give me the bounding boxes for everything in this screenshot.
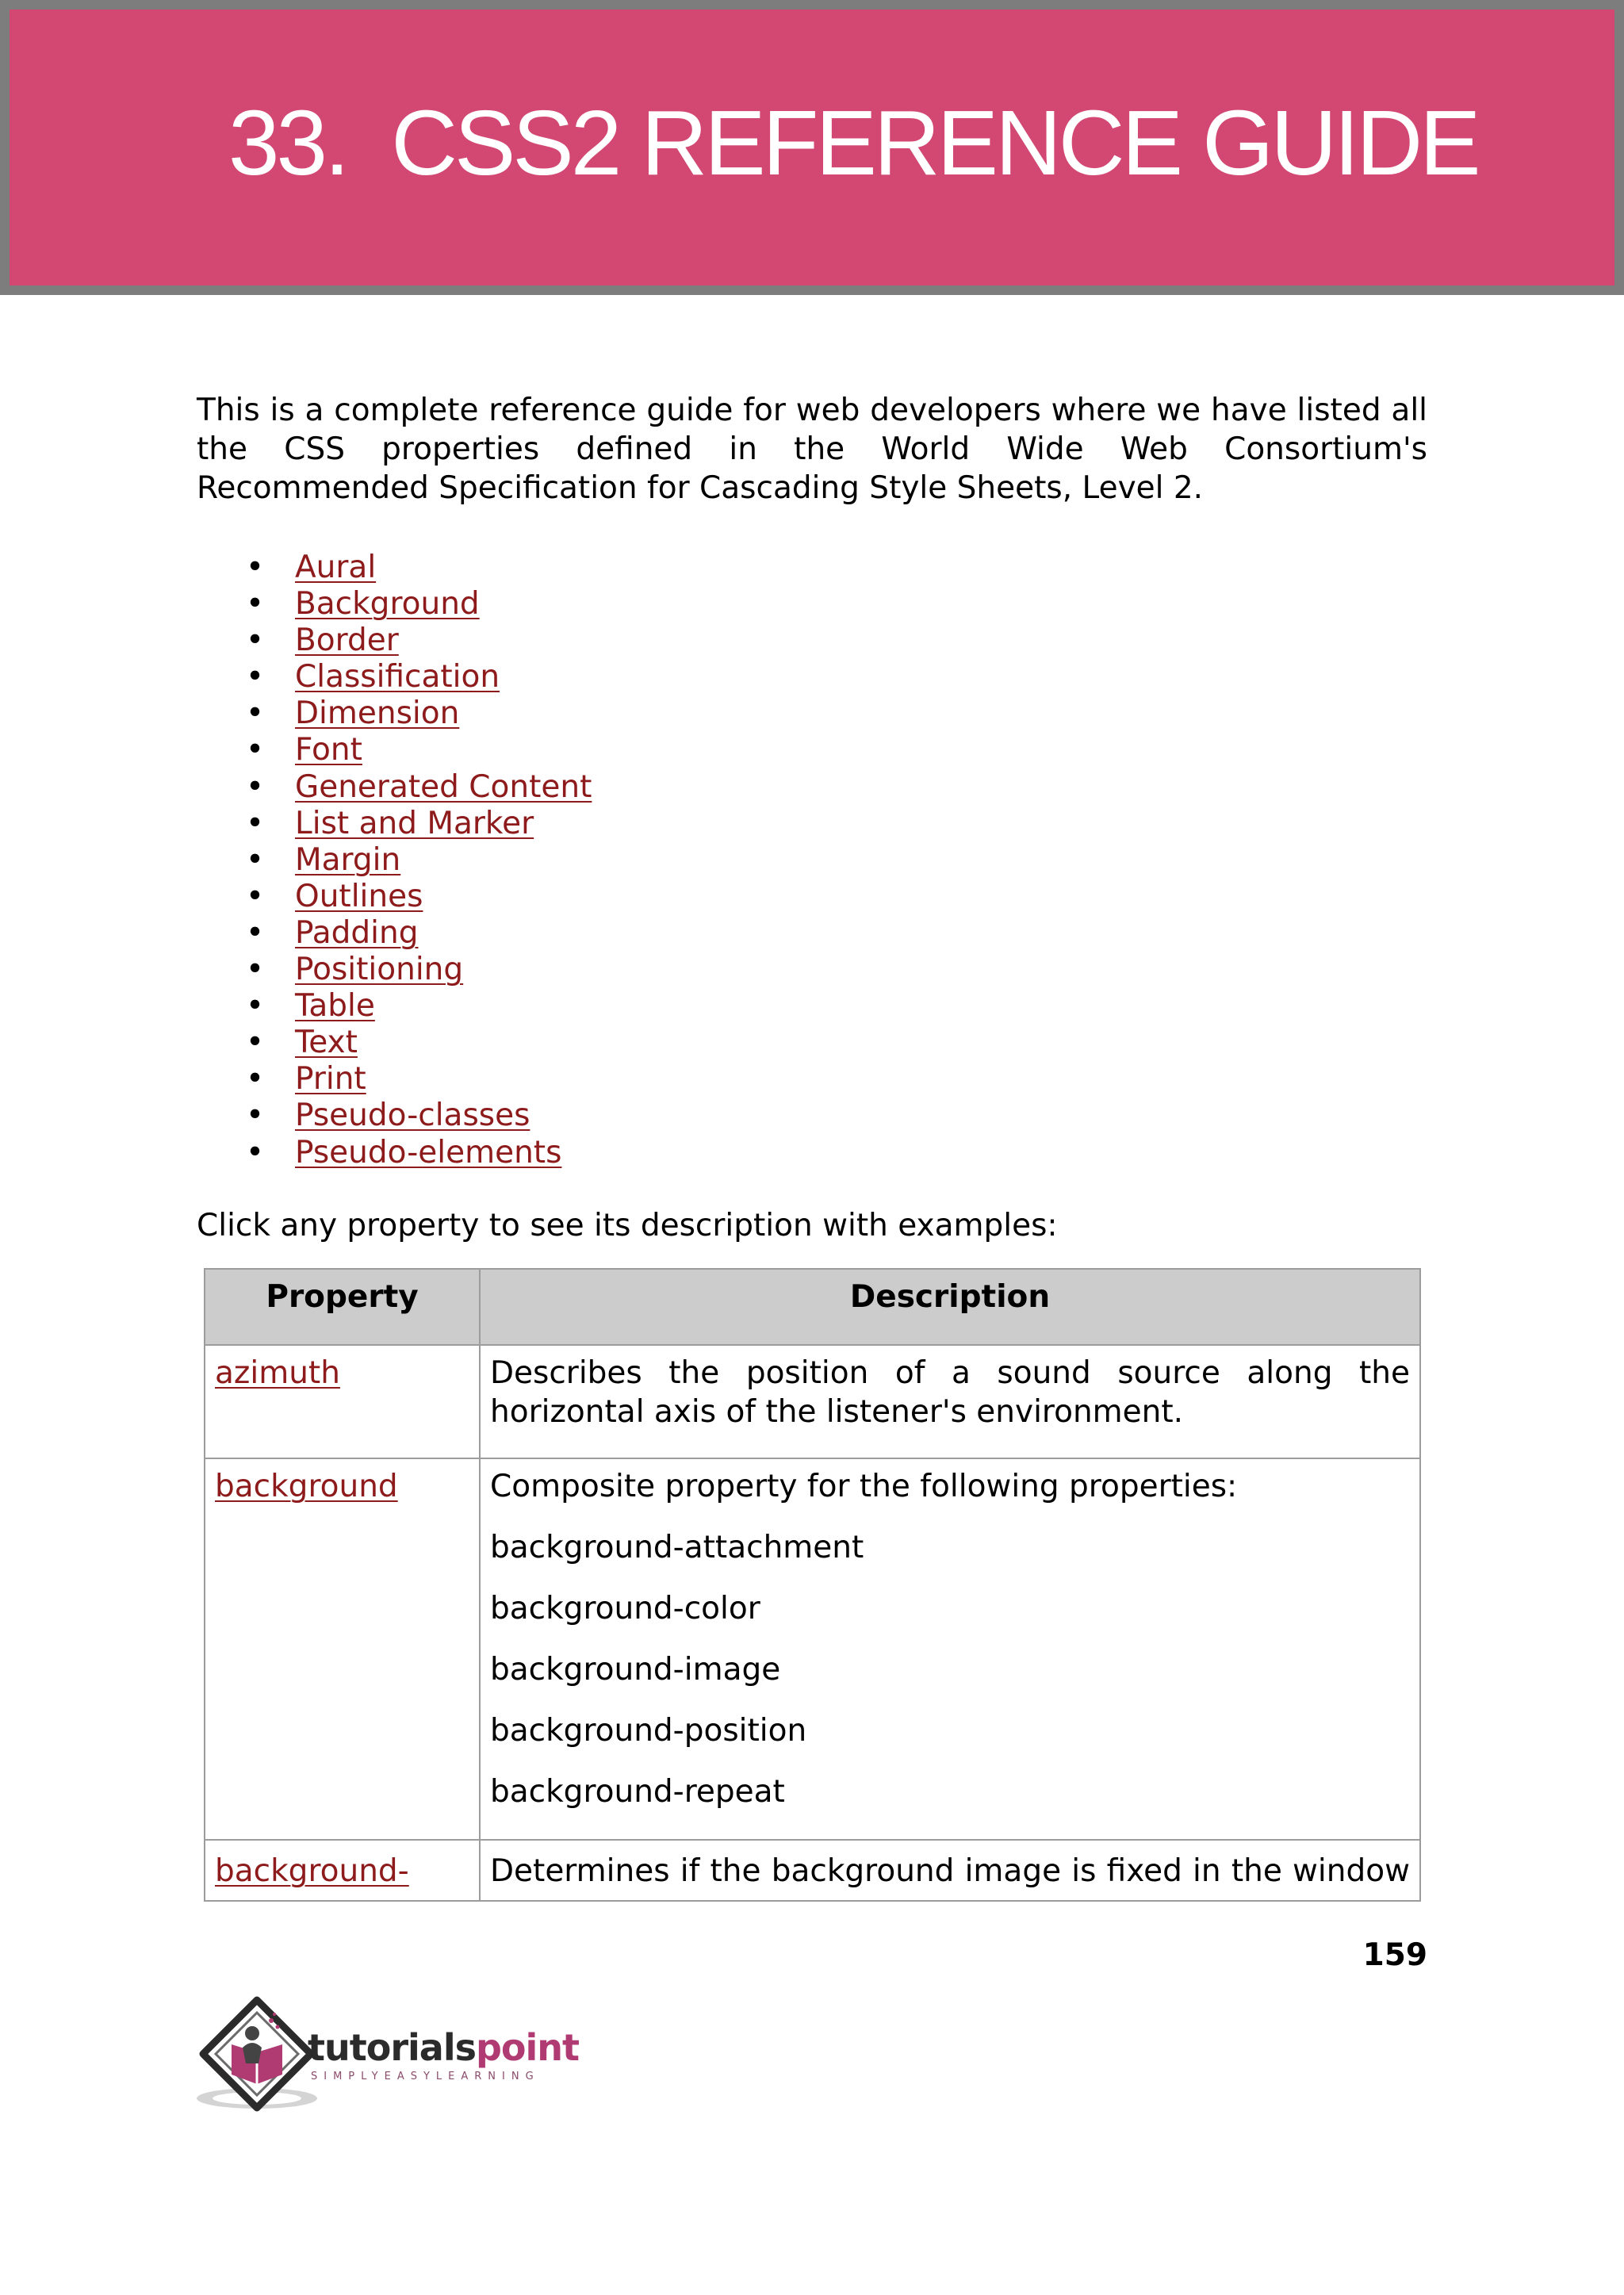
topic-link-dimension[interactable]: Dimension [295, 695, 460, 732]
description-text: background-repeat [490, 1774, 785, 1810]
list-item [197, 769, 592, 806]
property-table [204, 1268, 1421, 1902]
reader-body-icon [243, 2043, 262, 2063]
description-text: Composite property for the following properties: [490, 1469, 1238, 1504]
logo-wordmark-part2: point [475, 2026, 580, 2069]
sparkle-icon [273, 2013, 276, 2016]
property-cell [205, 1345, 480, 1458]
bullet: • [246, 1134, 265, 1170]
bullet: • [246, 1061, 265, 1098]
list-item [197, 1135, 592, 1171]
description-cell [480, 1458, 1420, 1840]
description-text: Describes the position of a sound source along the [490, 1355, 1410, 1391]
list-item [197, 806, 592, 842]
bullet: • [246, 623, 265, 659]
list-item [197, 842, 592, 879]
property-link-azimuth[interactable]: azimuth [215, 1355, 340, 1391]
bullet: • [246, 914, 265, 951]
topic-link-classification[interactable]: Classification [295, 659, 500, 695]
click-note: Click any property to see its description with examples: [197, 1208, 1058, 1243]
list-item [197, 1098, 592, 1134]
list-item [197, 988, 592, 1025]
chapter-title-text: CSS2 REFERENCE GUIDE [391, 91, 1478, 194]
table-row [205, 1458, 1420, 1840]
list-item [197, 1025, 592, 1061]
bullet: • [246, 732, 265, 768]
bullet: • [246, 586, 265, 623]
logo-wordmark-part1: tutorials [308, 2026, 476, 2069]
topic-link-print[interactable]: Print [295, 1061, 366, 1098]
topic-link-text[interactable]: Text [295, 1025, 358, 1061]
list-item [197, 586, 592, 623]
bullet: • [246, 1098, 265, 1134]
column-header-description: Description [480, 1269, 1420, 1345]
bullet: • [246, 805, 265, 841]
bullet: • [246, 768, 265, 805]
topic-link-aural[interactable]: Aural [295, 550, 377, 585]
description-text: Determines if the background image is fixed in the window [490, 1853, 1410, 1889]
chapter-title [228, 87, 1478, 198]
list-item [197, 952, 592, 988]
table-row [205, 1345, 1420, 1458]
topic-link-list-and-marker[interactable]: List and Marker [295, 805, 534, 841]
column-header-property: Property [205, 1269, 480, 1345]
topic-link-outlines[interactable]: Outlines [295, 878, 423, 914]
description-text: horizontal axis of the listener's environment. [490, 1394, 1184, 1430]
list-item [197, 1061, 592, 1098]
sparkle-icon [276, 2025, 280, 2029]
list-item [197, 623, 592, 659]
list-item [197, 659, 592, 695]
logo-wordmark [308, 2026, 579, 2069]
topic-link-positioning[interactable]: Positioning [295, 952, 464, 988]
list-item [197, 550, 592, 586]
description-cell [480, 1345, 1420, 1458]
description-cell [480, 1840, 1420, 1901]
bullet: • [246, 878, 265, 914]
bullet: • [246, 695, 265, 732]
reader-head-icon [245, 2026, 259, 2040]
property-cell [205, 1840, 480, 1901]
list-item [197, 915, 592, 952]
topic-link-generated-content[interactable]: Generated Content [295, 768, 592, 805]
topic-link-border[interactable]: Border [295, 623, 399, 659]
sparkle-icon [269, 2018, 274, 2023]
bullet: • [246, 1025, 265, 1061]
topic-link-padding[interactable]: Padding [295, 914, 419, 951]
bullet: • [246, 550, 265, 585]
topic-link-background[interactable]: Background [295, 586, 480, 623]
table-header-row [205, 1269, 1420, 1345]
tutorialspoint-logo [195, 1995, 592, 2114]
topic-link-table[interactable]: Table [295, 988, 375, 1025]
chapter-number: 33. [228, 91, 347, 194]
topic-list [197, 550, 592, 1171]
property-cell [205, 1458, 480, 1840]
bullet: • [246, 841, 265, 878]
property-link-background[interactable]: background [215, 1469, 398, 1504]
bullet: • [246, 952, 265, 988]
list-item [197, 695, 592, 732]
list-item [197, 879, 592, 915]
topic-link-margin[interactable]: Margin [295, 841, 401, 878]
description-text: background-color [490, 1591, 760, 1626]
bullet: • [246, 988, 265, 1025]
bullet: • [246, 659, 265, 695]
description-text: background-position [490, 1713, 807, 1749]
logo-tagline: SIMPLYEASYLEARNING [311, 2071, 540, 2082]
topic-link-pseudo-elements[interactable]: Pseudo-elements [295, 1134, 562, 1170]
description-text: background-attachment [490, 1530, 864, 1565]
topic-link-font[interactable]: Font [295, 732, 362, 768]
list-item [197, 732, 592, 768]
topic-link-pseudo-classes[interactable]: Pseudo-classes [295, 1098, 530, 1134]
table-row [205, 1840, 1420, 1901]
description-text: background-image [490, 1652, 781, 1688]
property-link-background-attachment[interactable]: background- [215, 1853, 409, 1889]
intro-paragraph: This is a complete reference guide for web developers where we have listed all the CSS properties defined in the World Wide Web Consortium's Recommended Specification for Cascading Style Sheets, Level 2. [197, 393, 1427, 506]
page-number: 159 [1362, 1937, 1427, 1973]
